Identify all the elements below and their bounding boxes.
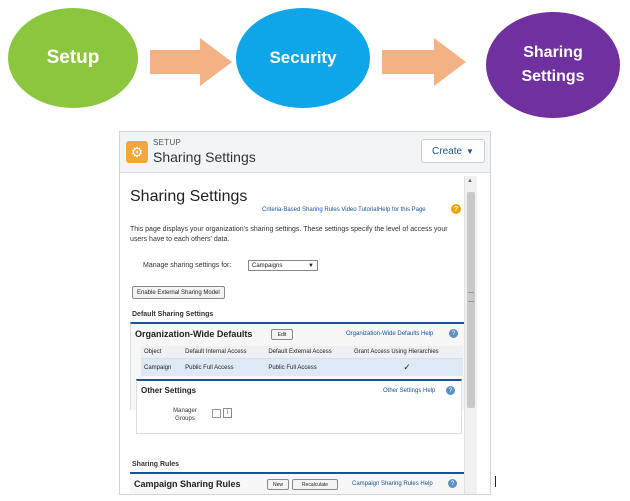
- help-for-page-link[interactable]: Criteria-Based Sharing Rules Video TutorialHelp for this Page: [262, 207, 426, 213]
- manager-groups-checkbox[interactable]: [212, 409, 221, 418]
- help-icon[interactable]: ?: [449, 329, 458, 338]
- security-step: Security: [236, 8, 370, 108]
- manage-sharing-label: Manage sharing settings for:: [143, 262, 232, 269]
- recalculate-button[interactable]: Recalculate: [292, 479, 338, 490]
- page-description: This page displays your organization's sharing settings. These settings specify the level of access your users have to each others' data.: [130, 226, 448, 243]
- header-title: Sharing Settings: [153, 149, 256, 165]
- sharing-rules-heading: Sharing Rules: [132, 461, 180, 468]
- help-icon[interactable]: ?: [451, 204, 461, 214]
- manage-sharing-value: Campaigns: [252, 262, 283, 269]
- sharing-settings-step: Sharing Settings: [486, 12, 620, 118]
- arrow-right-icon: [382, 38, 466, 86]
- campaign-sharing-rules-title: Campaign Sharing Rules: [134, 479, 241, 489]
- text-cursor-icon: [495, 476, 496, 487]
- table-row: [141, 359, 463, 377]
- vertical-scrollbar[interactable]: [464, 176, 477, 494]
- info-icon[interactable]: i: [223, 408, 232, 418]
- setup-header: [120, 132, 490, 173]
- chevron-down-icon: ▼: [466, 146, 474, 156]
- default-sharing-heading: Default Sharing Settings: [132, 311, 214, 318]
- header-section: SETUP: [153, 138, 182, 147]
- help-icon[interactable]: ?: [446, 386, 455, 395]
- setup-step: Setup: [8, 8, 138, 108]
- table-header-row: [141, 346, 463, 359]
- other-settings-help-link[interactable]: Other Settings Help: [383, 388, 436, 394]
- owd-help-link[interactable]: Organization-Wide Defaults Help: [346, 331, 434, 337]
- owd-title: Organization-Wide Defaults: [135, 329, 253, 339]
- column-header: Object: [141, 346, 182, 359]
- create-label: Create: [432, 145, 463, 157]
- arrow-right-icon: [150, 38, 232, 86]
- sharing-settings-window: [119, 131, 491, 495]
- page-title: Sharing Settings: [130, 188, 248, 205]
- new-rule-button[interactable]: New: [267, 479, 289, 490]
- campaign-sharing-rules-section: [130, 472, 466, 494]
- chevron-down-icon: ▼: [308, 263, 314, 269]
- column-header: Default External Access: [265, 346, 351, 359]
- create-button[interactable]: [421, 139, 485, 163]
- manager-groups-label: Manager Groups: [173, 408, 197, 422]
- gear-icon: ⚙: [126, 141, 148, 163]
- cell-internal: Public Full Access: [182, 359, 265, 377]
- scroll-up-icon[interactable]: ▲: [467, 178, 473, 184]
- column-header: Grant Access Using Hierarchies: [351, 346, 463, 359]
- help-icon[interactable]: ?: [448, 479, 457, 488]
- campaign-sharing-rules-help-link[interactable]: Campaign Sharing Rules Help: [352, 481, 433, 487]
- other-settings-title: Other Settings: [141, 386, 197, 395]
- enable-external-sharing-button[interactable]: Enable External Sharing Model: [132, 286, 225, 299]
- page-content: [124, 176, 474, 494]
- other-settings-section: [136, 379, 462, 434]
- scrollbar-thumb[interactable]: [467, 192, 475, 408]
- cell-object: Campaign: [141, 359, 182, 377]
- owd-table: [141, 346, 463, 376]
- cell-external: Public Full Access: [265, 359, 351, 377]
- owd-edit-button[interactable]: Edit: [271, 329, 293, 340]
- grip-icon: [468, 292, 474, 302]
- checkmark-icon: ✓: [351, 359, 463, 377]
- column-header: Default Internal Access: [182, 346, 265, 359]
- manage-sharing-select[interactable]: [248, 260, 318, 271]
